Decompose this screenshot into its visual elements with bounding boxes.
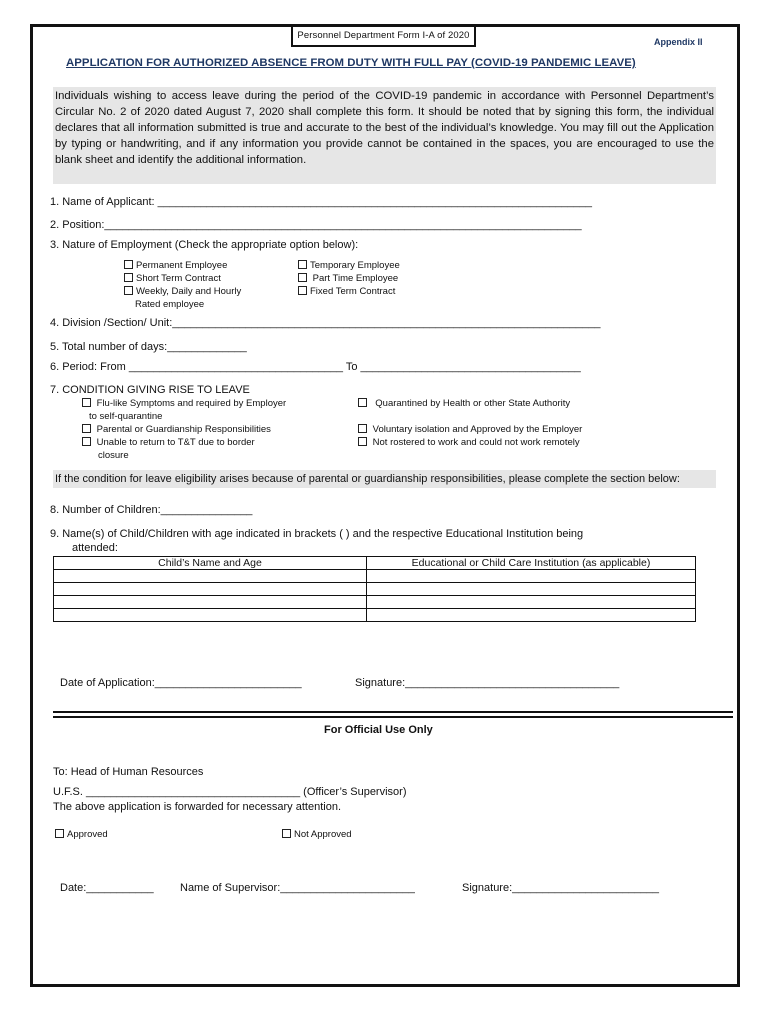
checkbox-icon[interactable]	[298, 286, 307, 295]
forwarded-text: The above application is forwarded for necessary attention.	[53, 801, 341, 813]
option-weekly-daily-hourly-line2: Rated employee	[135, 299, 205, 310]
approved-option[interactable]: Approved	[55, 829, 108, 840]
position-field[interactable]: 2. Position:______________________________________________________________________________	[50, 219, 582, 231]
checkbox-icon[interactable]	[358, 437, 367, 446]
intro-paragraph: Individuals wishing to access leave during the period of the COVID-19 pandemic in accordance with Personnel Department’s Circular No. 2 of 2020 dated August 7, 2020 shall complete this form. It should be noted that by signing this form, the individual declares that all information submitted is true and accurate to the best of the individual’s knowledge. You may fill out the Application by typing or handwriting, and if any information you provide cannot be contained in the spaces, you are encouraged to use the blank sheet and identify the additional information.	[53, 87, 716, 184]
name-of-applicant-field[interactable]: 1. Name of Applicant: _______________________________________________________________________	[50, 196, 592, 208]
supervisor-name-field[interactable]: Name of Supervisor:______________________	[180, 882, 415, 894]
table-cell[interactable]	[54, 583, 367, 596]
total-days-field[interactable]: 5. Total number of days:_____________	[50, 341, 247, 353]
number-of-children-field[interactable]: 8. Number of Children:_______________	[50, 504, 253, 516]
ufs-supervisor-field[interactable]: U.F.S. ___________________________________ (Officer’s Supervisor)	[53, 786, 407, 798]
option-weekly-daily-hourly[interactable]: Weekly, Daily and Hourly	[124, 286, 241, 297]
table-row	[54, 596, 696, 609]
condition-heading: 7. CONDITION GIVING RISE TO LEAVE	[50, 384, 250, 396]
section-divider	[53, 711, 733, 713]
table-header-child-name: Child’s Name and Age	[54, 557, 367, 570]
checkbox-icon[interactable]	[82, 398, 91, 407]
applicant-signature-field[interactable]: Signature:___________________________________	[355, 677, 620, 689]
checkbox-icon[interactable]	[82, 437, 91, 446]
nature-of-employment-label: 3. Nature of Employment (Check the appropriate option below):	[50, 239, 359, 251]
to-head-hr: To: Head of Human Resources	[53, 766, 204, 778]
condition-quarantined[interactable]: Quarantined by Health or other State Authority	[358, 398, 570, 409]
official-date-field[interactable]: Date:___________	[60, 882, 154, 894]
option-part-time-employee[interactable]: Part Time Employee	[298, 273, 398, 284]
supervisor-signature-field[interactable]: Signature:________________________	[462, 882, 659, 894]
children-names-label: 9. Name(s) of Child/Children with age indicated in brackets ( ) and the respective Educational Institution being	[50, 528, 584, 540]
table-row	[54, 570, 696, 583]
checkbox-icon[interactable]	[358, 398, 367, 407]
table-cell[interactable]	[54, 596, 367, 609]
checkbox-icon[interactable]	[124, 260, 133, 269]
table-header-institution: Educational or Child Care Institution (as applicable)	[367, 557, 696, 570]
condition-parental[interactable]: Parental or Guardianship Responsibilities	[82, 424, 271, 435]
official-use-heading: For Official Use Only	[324, 724, 433, 736]
condition-voluntary-isolation[interactable]: Voluntary isolation and Approved by the Employer	[358, 424, 582, 435]
children-table	[53, 556, 696, 622]
checkbox-icon[interactable]	[282, 829, 291, 838]
date-of-application-field[interactable]: Date of Application:________________________	[60, 677, 302, 689]
checkbox-icon[interactable]	[298, 260, 307, 269]
option-permanent-employee[interactable]: Permanent Employee	[124, 260, 227, 271]
period-field[interactable]: 6. Period: From ___________________________________ To ____________________________________	[50, 361, 581, 373]
table-row	[54, 583, 696, 596]
table-cell[interactable]	[367, 596, 696, 609]
condition-unable-line2: closure	[98, 450, 129, 461]
option-short-term-contract[interactable]: Short Term Contract	[124, 273, 221, 284]
appendix-label: Appendix II	[654, 37, 703, 47]
condition-flu-like-line2: to self-quarantine	[89, 411, 163, 422]
parental-note: If the condition for leave eligibility arises because of parental or guardianship responsibilities, please complete the section below:	[53, 470, 716, 488]
condition-not-rostered[interactable]: Not rostered to work and could not work remotely	[358, 437, 580, 448]
form-number-box: Personnel Department Form I-A of 2020	[291, 25, 476, 47]
checkbox-icon[interactable]	[298, 273, 307, 282]
checkbox-icon[interactable]	[55, 829, 64, 838]
option-temporary-employee[interactable]: Temporary Employee	[298, 260, 400, 271]
table-cell[interactable]	[367, 583, 696, 596]
section-divider	[53, 716, 733, 718]
division-section-unit-field[interactable]: 4. Division /Section/ Unit:______________________________________________________________________	[50, 317, 601, 329]
table-cell[interactable]	[54, 609, 367, 622]
checkbox-icon[interactable]	[124, 273, 133, 282]
table-cell[interactable]	[367, 609, 696, 622]
not-approved-option[interactable]: Not Approved	[282, 829, 352, 840]
checkbox-icon[interactable]	[358, 424, 367, 433]
checkbox-icon[interactable]	[124, 286, 133, 295]
form-title: APPLICATION FOR AUTHORIZED ABSENCE FROM DUTY WITH FULL PAY (COVID-19 PANDEMIC LEAVE)	[66, 57, 636, 69]
table-cell[interactable]	[54, 570, 367, 583]
table-cell[interactable]	[367, 570, 696, 583]
checkbox-icon[interactable]	[82, 424, 91, 433]
option-fixed-term-contract[interactable]: Fixed Term Contract	[298, 286, 395, 297]
condition-unable-to-return[interactable]: Unable to return to T&T due to border	[82, 437, 255, 448]
children-names-label-line2: attended:	[72, 542, 118, 554]
table-row	[54, 609, 696, 622]
condition-flu-like[interactable]: Flu-like Symptoms and required by Employer	[82, 398, 286, 409]
